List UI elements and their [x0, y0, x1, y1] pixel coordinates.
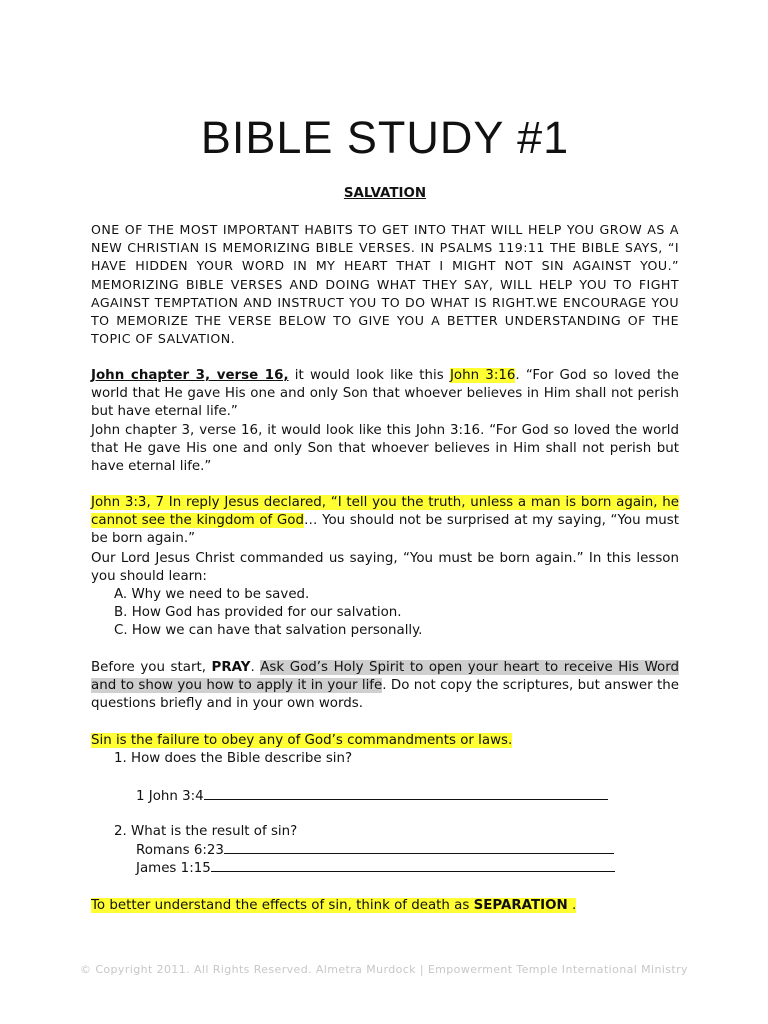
- separation-text: To better understand the effects of sin, think of death as: [91, 898, 474, 913]
- page-subtitle: SALVATION: [343, 186, 427, 201]
- john-33-rest: … You should not be surprised at my saying, “You must be born again.”: [91, 513, 679, 547]
- pray-period: .: [250, 660, 261, 675]
- answer-blank-3[interactable]: [211, 859, 615, 872]
- pray-paragraph: [91, 659, 679, 714]
- answer-blank-2[interactable]: [224, 841, 614, 854]
- john-316-paragraph: [91, 367, 679, 422]
- question-1-answer-line: [91, 787, 724, 806]
- john-316-verse: . “For God so loved the world that He gave His one and only Son that whoever believes in Him shall not perish but have eternal life.”: [91, 368, 680, 420]
- question-1: 1. How does the Bible describe sin?: [114, 751, 353, 766]
- separation-end: .: [567, 898, 577, 913]
- separation-paragraph: [91, 897, 679, 915]
- answer-blank-1[interactable]: [204, 787, 608, 800]
- list-item: B. How God has provided for our salvation.: [114, 605, 402, 621]
- john-316-repeat-paragraph: John chapter 3, verse 16, it would look like this John 3:16. “For God so loved the world that He gave His one and only Son that whoever believes in Him shall not perish but have eternal life.”: [91, 423, 679, 475]
- pray-before: Before you start,: [91, 660, 212, 675]
- separation-word: SEPARATION: [473, 898, 568, 913]
- list-item: A. Why we need to be saved.: [114, 587, 310, 602]
- john-316-connector: it would look like this: [288, 368, 450, 383]
- sin-definition-text: Sin is the failure to obey any of God’s commandments or laws.: [91, 733, 513, 748]
- john-33-paragraph: [91, 494, 679, 549]
- lord-paragraph: Our Lord Jesus Christ commanded us saying, “You must be born again.” In this lesson you should learn:: [91, 551, 679, 585]
- john-316-ref-label: John chapter 3, verse 16,: [91, 368, 289, 383]
- question-2: 2. What is the result of sin?: [114, 824, 298, 839]
- question-2-ref-2: James 1:15: [136, 861, 211, 876]
- separation-highlight: [91, 898, 576, 913]
- pray-word: PRAY: [211, 660, 251, 675]
- question-1-ref: 1 John 3:4: [136, 789, 204, 804]
- john-316-ref-short: John 3:16: [449, 368, 516, 383]
- intro-paragraph: ONE OF THE MOST IMPORTANT HABITS TO GET INTO THAT WILL HELP YOU GROW AS A NEW CHRISTIAN IS MEMORIZING BIBLE VERSES. IN PSALMS 119:11 THE BIBLE SAYS, “I HAVE HIDDEN YOUR WORD IN MY HEART THAT I MIGHT NOT SIN AGAINST YOU.” MEMORIZING BIBLE VERSES AND DOING WHAT THEY SAY, WILL HELP YOU TO FIGHT AGAINST TEMPTATION AND INSTRUCT YOU TO DO WHAT IS RIGHT.WE ENCOURAGE YOU TO MEMORIZE THE VERSE BELOW TO GIVE YOU A BETTER UNDERSTANDING OF THE TOPIC OF SALVATION.: [91, 222, 679, 347]
- list-item: C. How we can have that salvation personally.: [114, 623, 423, 639]
- question-2-ref-1: Romans 6:23: [136, 843, 224, 858]
- page-title: BIBLE STUDY #1: [200, 112, 570, 163]
- john-33-highlight: John 3:3, 7 In reply Jesus declared, “I tell you the truth, unless a man is born again, he cannot see the kingdom of God: [91, 495, 679, 529]
- question-2-answer-line-1: [91, 841, 724, 860]
- copyright-footer: © Copyright 2011. All Rights Reserved. Almetra Murdock | Empowerment Temple International Ministry: [80, 963, 688, 976]
- question-2-answer-line-2: [91, 859, 724, 878]
- sin-definition: [91, 732, 679, 750]
- pray-rest: . Do not copy the scriptures, but answer the questions briefly and in your own words.: [91, 678, 679, 712]
- pray-highlight: Ask God’s Holy Spirit to open your heart to receive His Word and to show you how to apply it in your life: [91, 660, 679, 694]
- learn-list: [91, 586, 679, 641]
